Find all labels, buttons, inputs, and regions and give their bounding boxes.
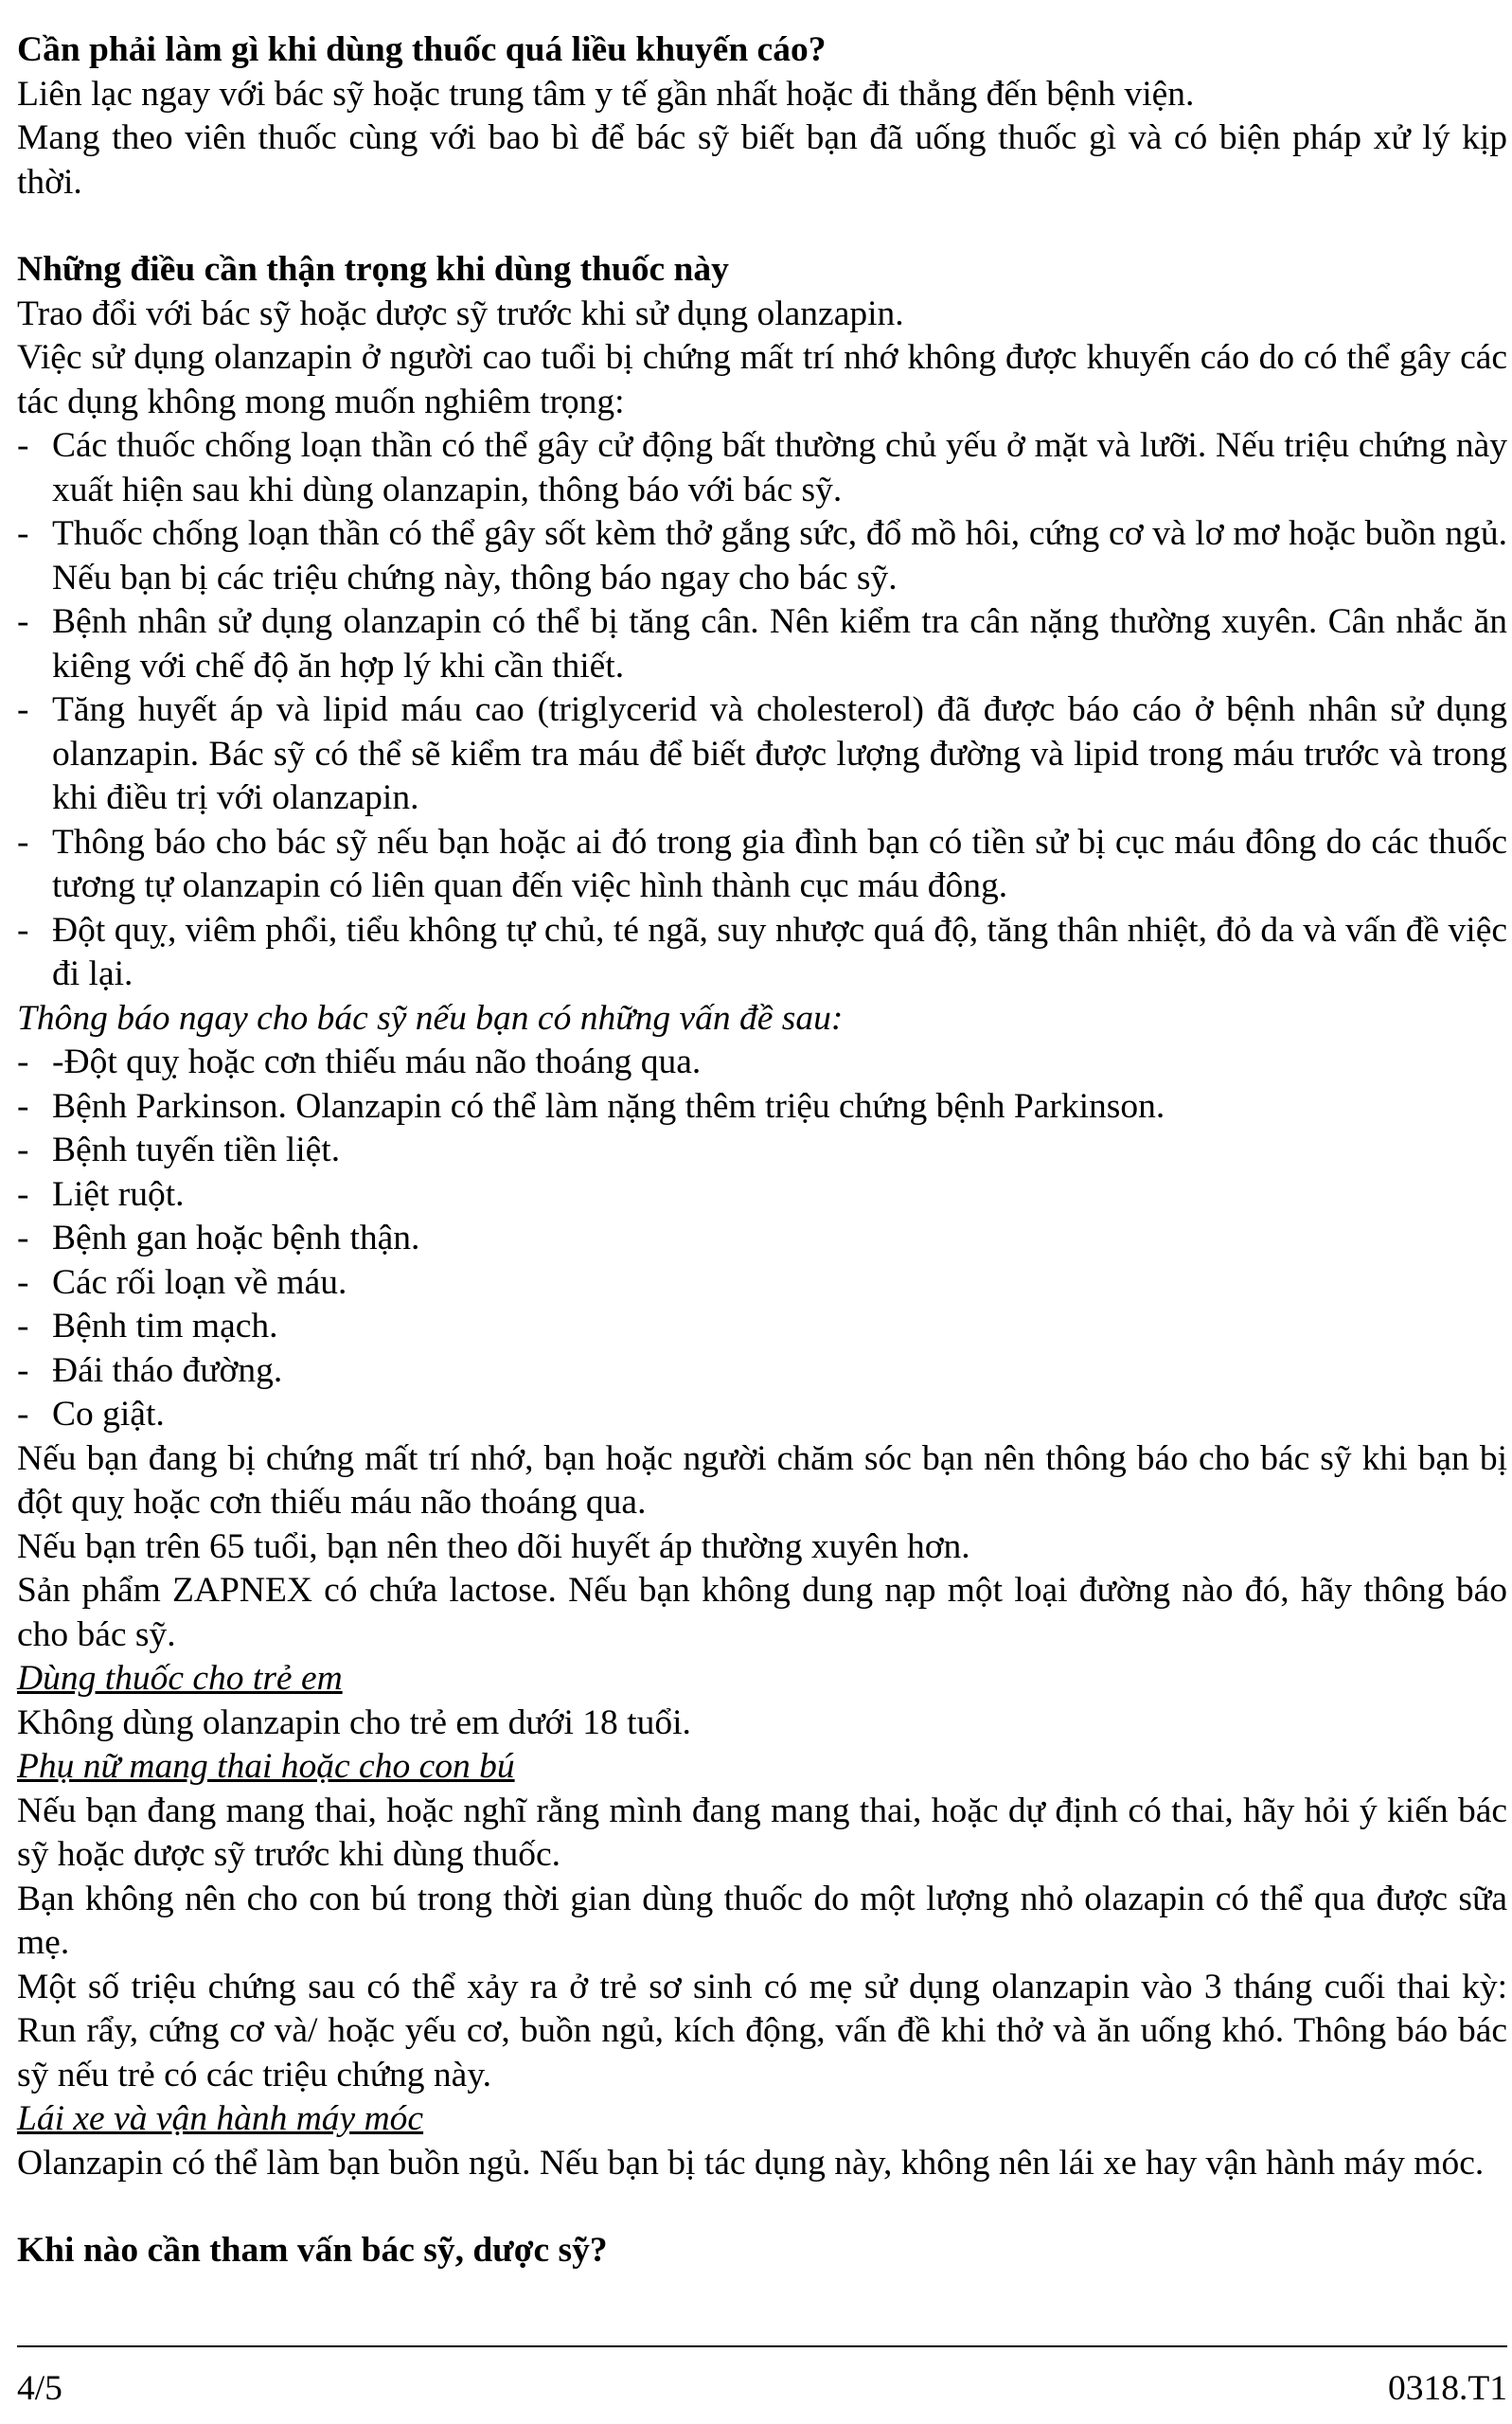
children-heading: Dùng thuốc cho trẻ em [17,1659,343,1698]
list-item: - Các thuốc chống loạn thần có thể gây cử động bất thường chủ yếu ở mặt và lưỡi. Nếu triệu chứng này xuất hiện sau khi dùng olanzapin, thông báo với bác sỹ. [17,426,1507,509]
overdose-paragraph-2: Mang theo viên thuốc cùng với bao bì để bác sỹ biết bạn đã uống thuốc gì và có biện pháp xử lý kịp thời. [17,118,1507,202]
list-item: - Tăng huyết áp và lipid máu cao (triglycerid và cholesterol) đã được báo cáo ở bệnh nhân sử dụng olanzapin. Bác sỹ có thể sẽ kiểm tra máu để biết được lượng đường và lipid trong máu trước và trong khi điều trị với olanzapin. [17,690,1507,817]
dementia-paragraph: Nếu bạn đang bị chứng mất trí nhớ, bạn hoặc người chăm sóc bạn nên thông báo cho bác sỹ khi bạn bị đột quỵ hoặc cơn thiếu máu não thoáng qua. [17,1438,1507,1522]
document-body [17,28,1507,2273]
notify-heading: Thông báo ngay cho bác sỹ nếu bạn có những vấn đề sau: [17,998,844,1038]
list-item: - Liệt ruột. [17,1174,185,1214]
list-item: - -Đột quỵ hoặc cơn thiếu máu não thoáng qua. [17,1043,702,1081]
elderly-paragraph: Nếu bạn trên 65 tuổi, bạn nên theo dõi huyết áp thường xuyên hơn. [17,1526,970,1566]
spacer [17,205,1507,248]
pregnancy-heading: Phụ nữ mang thai hoặc cho con bú [17,1747,515,1786]
list-item: - Bệnh nhân sử dụng olanzapin có thể bị tăng cân. Nên kiểm tra cân nặng thường xuyên. Cân nhắc ăn kiêng với chế độ ăn hợp lý khi cần thiết. [17,602,1507,686]
notify-list [17,1041,1507,1437]
driving-heading: Lái xe và vận hành máy móc [17,2099,424,2138]
consult-heading: Khi nào cần tham vấn bác sỹ, dược sỹ? [17,2231,608,2270]
list-item: - Bệnh tuyến tiền liệt. [17,1131,341,1169]
list-item: - Bệnh Parkinson. Olanzapin có thể làm nặng thêm triệu chứng bệnh Parkinson. [17,1086,1165,1126]
overdose-paragraph-1: Liên lạc ngay với bác sỹ hoặc trung tâm y tế gần nhất hoặc đi thẳng đến bệnh viện. [17,74,1195,114]
children-paragraph: Không dùng olanzapin cho trẻ em dưới 18 tuổi. [17,1702,691,1742]
list-item: - Bệnh gan hoặc bệnh thận. [17,1219,420,1257]
caution-heading: Những điều cần thận trọng khi dùng thuốc này [17,250,729,289]
pregnancy-paragraph-2: Bạn không nên cho con bú trong thời gian dùng thuốc do một lượng nhỏ olazapin có thể qua được sữa mẹ. [17,1879,1507,1962]
footer-divider [17,2345,1507,2347]
list-item: - Co giật. [17,1395,165,1434]
spacer [17,2185,1507,2229]
list-item: - Bệnh tim mạch. [17,1307,278,1346]
list-item: - Thông báo cho bác sỹ nếu bạn hoặc ai đó trong gia đình bạn có tiền sử bị cục máu đông do các thuốc tương tự olanzapin có liên quan đến việc hình thành cục máu đông. [17,822,1507,905]
pregnancy-paragraph-1: Nếu bạn đang mang thai, hoặc nghĩ rằng mình đang mang thai, hoặc dự định có thai, hãy hỏi ý kiến bác sỹ hoặc dược sỹ trước khi dùng thuốc. [17,1791,1507,1874]
caution-paragraph-2: Việc sử dụng olanzapin ở người cao tuổi bị chứng mất trí nhớ không được khuyến cáo do có thể gây các tác dụng không mong muốn nghiêm trọng: [17,338,1507,421]
list-item: - Đái tháo đường. [17,1350,283,1390]
driving-paragraph: Olanzapin có thể làm bạn buồn ngủ. Nếu bạn bị tác dụng này, không nên lái xe hay vận hành máy móc. [17,2143,1485,2183]
list-item: - Các rối loạn về máu. [17,1262,347,1302]
page-number: 4/5 [17,2369,62,2408]
pregnancy-paragraph-3: Một số triệu chứng sau có thể xảy ra ở trẻ sơ sinh có mẹ sử dụng olanzapin vào 3 tháng cuối thai kỳ: Run rẩy, cứng cơ và/ hoặc yếu cơ, buồn ngủ, kích động, vấn đề khi thở và ăn uống khó. Thông báo bác sỹ nếu trẻ có các triệu chứng này. [17,1967,1507,2094]
document-code: 0318.T1 [1387,2369,1507,2408]
overdose-heading: Cần phải làm gì khi dùng thuốc quá liều khuyến cáo? [17,30,827,69]
list-item: - Đột quỵ, viêm phổi, tiểu không tự chủ, té ngã, suy nhược quá độ, tăng thân nhiệt, đỏ da và vấn đề việc đi lại. [17,910,1507,993]
lactose-paragraph: Sản phẩm ZAPNEX có chứa lactose. Nếu bạn không dung nạp một loại đường nào đó, hãy thông báo cho bác sỹ. [17,1571,1507,1654]
caution-paragraph-1: Trao đổi với bác sỹ hoặc dược sỹ trước khi sử dụng olanzapin. [17,294,904,333]
caution-list [17,424,1507,997]
list-item: - Thuốc chống loạn thần có thể gây sốt kèm thở gắng sức, đổ mồ hôi, cứng cơ và lơ mơ hoặc buồn ngủ. Nếu bạn bị các triệu chứng này, thông báo ngay cho bác sỹ. [17,514,1507,597]
